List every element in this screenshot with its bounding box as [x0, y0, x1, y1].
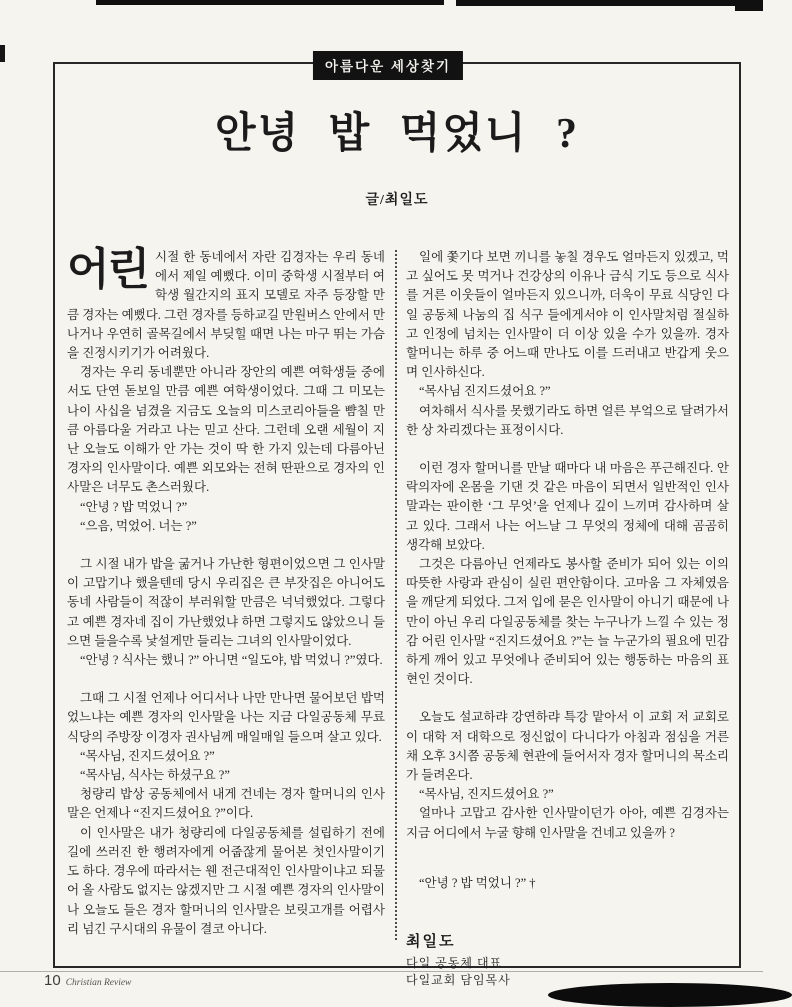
dialogue-line: “목사님, 진지드셨어요 ?”	[80, 748, 215, 763]
drop-cap: 어린	[67, 245, 149, 294]
dialogue-line: “안녕 ? 식사는 했니 ?” 아니면 “일도야, 밥 먹었니 ?”였다.	[80, 653, 383, 668]
scan-edge-band	[96, 0, 444, 5]
paragraph	[67, 245, 385, 363]
author-title: 다일교회 담임목사	[406, 973, 511, 988]
closing-quote: “안녕 ? 밥 먹었니 ?” †	[419, 875, 536, 890]
dialogue-line: “목사님, 식사는 하셨구요 ?”	[80, 768, 230, 783]
author-title: 다일 공동체 대표	[406, 956, 503, 971]
paragraph: 일에 쫓기다 보면 끼니를 놓칠 경우도 얼마든지 있겠고, 먹고 싶어도 못 먹거나 건강상의 이유나 금식 기도 등으로 식사를 거른 이웃들이 얼마든지 있으니까, 더욱이 무료 식당인 다일 공동체 나눔의 집 식구 들에게서야 이 인사말처럼 절실하고 인정에 넘치는 인사말이 더 이상 있을 수가 있을까. 경자 할머니는 하루 중 어느때 만나도 이를 드러내고 반갑게 웃으며 인사하신다.	[406, 250, 729, 380]
dialogue-line: “으음, 먹었어. 너는 ?”	[80, 518, 197, 533]
page-number: 10	[44, 972, 61, 989]
paragraph: 여차해서 식사를 못했기라도 하면 얼른 부엌으로 달려가서 한 상 차리겠다는 표정이시다.	[406, 403, 729, 437]
column-divider	[395, 250, 397, 940]
paragraph: 그것은 다름아닌 언제라도 봉사할 준비가 되어 있는 이의 따뜻한 사랑과 관심이 실린 편안함이다. 고마움 그 자체였음을 깨닫게 되었다. 그저 입에 묻은 인사말이 아니기 때문에 나만이 아닌 우리 다일공동체를 찾는 누구나가 느낄 수 있는 정감 어린 인사말 “진지드셨어요 ?”는 늘 누군가의 필요에 민감하게 깨어 있고 무엇에나 준비되어 있는 행동하는 마음의 표현인 것이다.	[406, 557, 729, 687]
paragraph-text: 시절 한 동네에서 자란 김경자는 우리 동네에서 제일 예뻤다. 이미 중학생 시절부터 여학생 월간지의 표지 모델로 자주 등장할 만큼 경자는 예뻤다. 그런 경자를 등하교길 만원버스 안에서 만나거나 우연히 골목길에서 부딪힐 때면 나는 마구 뛰는 가슴을 진정시키기가 어려웠다.	[67, 250, 385, 361]
paragraph: 경자는 우리 동네뿐만 아니라 장안의 예쁜 여학생들 중에서도 단연 돋보일 만큼 예쁜 여학생이었다. 그때 그 미모는 나이 사십을 넘겼을 지금도 오늘의 미스코리아들을 뺨칠 만큼 아름다울 거라고 나는 믿고 산다. 그런데 오랜 세월이 지난 오늘도 이해가 안 가는 것이 딱 한 가지 있는데 다름아닌 경자의 인사말이다. 예쁜 외모와는 전혀 딴판으로 경자의 인사말은 너무도 촌스러웠다.	[67, 365, 385, 495]
section-badge: 아름다운 세상찾기	[313, 51, 463, 80]
paragraph: 청량리 밥상 공동체에서 내게 건네는 경자 할머니의 인사말은 언제나 “진지드셨어요 ?”이다.	[67, 787, 385, 821]
dialogue-line: “안녕 ? 밥 먹었니 ?”	[80, 499, 188, 514]
paragraph: 이런 경자 할머니를 만날 때마다 내 마음은 푸근해진다. 안락의자에 온몸을 기댄 것 같은 마음이 되면서 일반적인 인사말과는 판이한 ‘그 무엇’을 언제나 깊이 느끼며 감사하며 살고 있다. 그래서 나는 어느날 그 무엇의 정체에 대해 곰곰히 생각해 보았다.	[406, 461, 729, 552]
paragraph: 그때 그 시절 언제나 어디서나 나만 만나면 물어보던 밥먹었느냐는 예쁜 경자의 인사말을 나는 지금 다일공동체 무료식당의 주방장 이경자 권사님께 매일매일 들으며 살고 있다.	[67, 691, 385, 744]
scan-edge-band	[456, 0, 763, 6]
paragraph: 그 시절 내가 밥을 굶거나 가난한 형편이었으면 그 인사말이 고맙기나 했을텐데 당시 우리집은 큰 부잣집은 아니어도 동네 사람들이 적잖이 부러워할 만큼은 넉넉했었다. 그렇다고 예쁜 경자네 집이 가난했었냐 하면 그렇지도 않았으니 들으면 들을수록 낯설게만 들리는 그녀의 인사말이었다.	[67, 557, 385, 648]
article-title: 안녕 밥 먹었니 ?	[215, 111, 579, 157]
magazine-name: Christian Review	[65, 978, 132, 988]
article-byline: 글/최일도	[365, 193, 429, 209]
scan-edge-mark	[0, 45, 5, 62]
paragraph: 얼마나 고맙고 감사한 인사말이던가 아아, 예쁜 김경자는 지금 어디에서 누굴 향해 인사말을 건네고 있을까 ?	[406, 806, 729, 840]
author-name: 최일도	[406, 934, 456, 951]
paragraph: 오늘도 설교하랴 강연하랴 특강 맡아서 이 교회 저 교회로 이 대학 저 대학으로 정신없이 다니다가 아침과 점심을 거른 채 오후 3시쯤 공동체 현관에 들어서자 경자 할머니의 목소리가 들려온다.	[406, 710, 729, 783]
scan-edge-band	[735, 0, 763, 11]
paragraph: 이 인사말은 내가 청량리에 다일공동체를 설립하기 전에 길에 쓰러진 한 행려자에게 어줍잖게 물어본 첫인사말이기도 하다. 경우에 따라서는 웬 전근대적인 인사말이냐고 되물어 올 사람도 없지는 않겠지만 그 시절 예쁜 경자의 인사말이나 오늘도 들은 경자 할머니의 인사말은 보릿고개를 어렵사리 넘긴 구시대의 유물이 결코 아니다.	[67, 825, 385, 936]
right-column	[406, 248, 729, 988]
dialogue-line: “목사님, 진지드셨어요 ?”	[419, 787, 554, 802]
dialogue-line: “목사님 진지드셨어요 ?”	[419, 384, 551, 399]
author-block	[406, 933, 729, 989]
left-column	[67, 245, 385, 962]
page-footer	[44, 972, 131, 989]
